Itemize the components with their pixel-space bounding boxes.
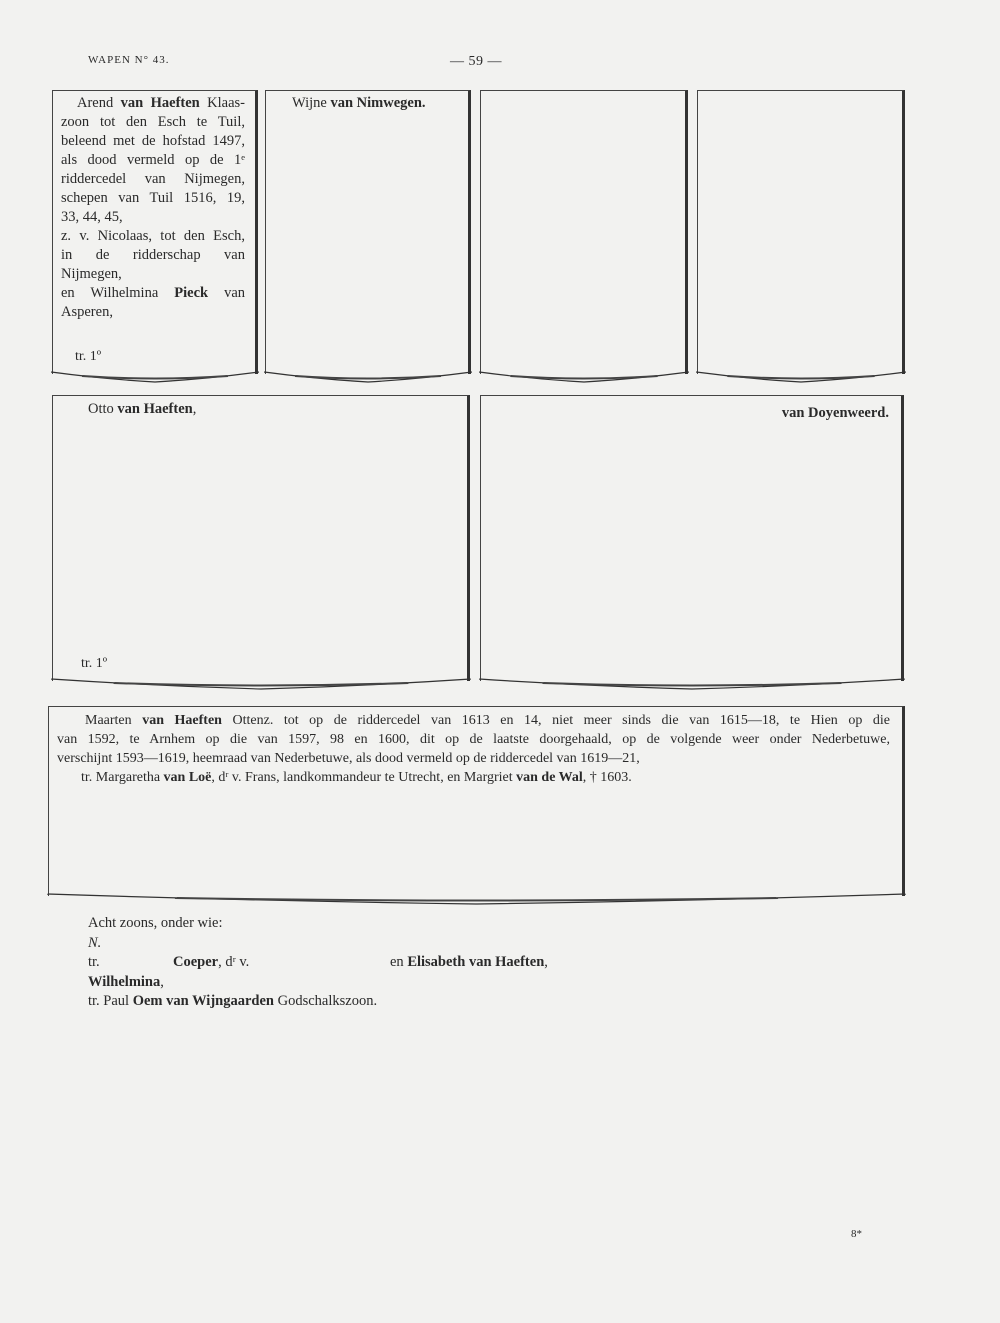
text-run: riddercedel van Nijmegen, [61, 171, 245, 187]
text-run: van [208, 285, 246, 301]
arend-line [61, 246, 245, 284]
marriage-tr: tr. [88, 954, 100, 970]
loe-surname: van Loë [163, 770, 212, 785]
otto-first: Otto [88, 401, 118, 417]
wal-surname: van de Wal [516, 770, 583, 785]
wilhelmina-marriage [88, 992, 377, 1012]
wijne-name [292, 94, 468, 113]
arend-description [61, 94, 245, 322]
scroll-border [696, 370, 906, 384]
signature-mark: 8* [851, 1228, 862, 1240]
text-run: Klaas- [199, 95, 245, 111]
godschalk-suffix: Godschalkszoon. [273, 993, 378, 1009]
genealogy-box-maarten [48, 706, 905, 896]
maarten-surname: van Haeften [142, 713, 222, 728]
arend-line [61, 227, 245, 246]
text-run: 33, 44, 45, [61, 209, 123, 225]
child-n-label: N. [88, 934, 102, 951]
elisabeth-name: Elisabeth van Haeften [407, 954, 545, 970]
elisabeth-entry [390, 953, 548, 973]
genealogy-box-empty-2 [697, 90, 905, 374]
children-section [88, 914, 548, 1012]
wilhelmina-name: Wilhelmina [88, 973, 161, 990]
scroll-border [264, 370, 472, 384]
otto-surname: van Haeften [117, 401, 193, 417]
maarten-l4e: , † 1603. [582, 770, 632, 785]
otto-comma: , [192, 401, 197, 417]
maarten-line-1 [57, 711, 890, 730]
elisabeth-comma: , [544, 954, 548, 970]
arend-line [61, 208, 245, 227]
arend-line [61, 113, 245, 132]
page-number: — 59 — [450, 54, 502, 69]
otto-marriage-label: tr. 1º [81, 656, 108, 671]
wijne-first: Wijne [292, 95, 331, 111]
scroll-border [47, 892, 906, 906]
text-run: en Wilhelmina [61, 285, 175, 301]
elisabeth-prefix: en [390, 954, 408, 970]
maarten-description [57, 711, 890, 787]
arend-line [61, 94, 245, 113]
scroll-border [479, 677, 905, 691]
otto-name [88, 400, 467, 419]
arend-line [61, 132, 245, 151]
scroll-border [479, 370, 689, 384]
child-n-marriage [88, 953, 548, 973]
child-wilhelmina [88, 973, 377, 993]
genealogy-box-doyenweerd [480, 395, 904, 681]
arend-line [61, 303, 245, 322]
doyenweerd-name [481, 404, 889, 423]
maarten-line-4 [57, 768, 890, 787]
surname-bold: Haeften [150, 95, 200, 111]
text-run: zoon tot den Esch te Tuil, [61, 114, 245, 130]
child-n [88, 934, 377, 954]
wilhelmina-comma: , [160, 973, 164, 990]
text-run: als dood vermeld op de 1ᵉ [61, 152, 245, 168]
maarten-l1c: Ottenz. tot op de riddercedel van 1613 en 14, niet meer sinds die van 1615—18, te Hien op die [221, 713, 890, 728]
children-intro: Acht zoons, onder wie: [88, 915, 223, 931]
surname-bold: van [120, 95, 151, 111]
text-run: z. v. Nicolaas, tot den Esch, [61, 228, 245, 244]
doyenweerd-surname: van Doyenweerd. [781, 405, 889, 421]
maarten-line-2: van 1592, te Arnhem op die van 1597, 98 en 1600, dit op de laatste doorgehaald, op de volgende weer onder Nederbetuwe, [57, 732, 890, 747]
arend-line [61, 151, 245, 170]
arend-marriage-label: tr. 1º [75, 349, 102, 364]
genealogy-box-empty-1 [480, 90, 688, 374]
text-run: in de ridderschap van Nijmegen, [61, 247, 245, 282]
genealogy-box-wijne [265, 90, 471, 374]
arend-line [61, 189, 245, 208]
coeper-entry [173, 953, 249, 973]
scroll-border [51, 370, 259, 384]
text-run: beleend met de hofstad 1497, [61, 133, 245, 149]
maarten-l4a: tr. Margaretha [81, 770, 164, 785]
oem-surname: Oem van Wijngaarden [132, 993, 274, 1009]
surname-bold: Pieck [174, 285, 209, 301]
running-header-left: WAPEN N° 43. [88, 54, 170, 66]
text-run: Arend [77, 95, 121, 111]
arend-line [61, 170, 245, 189]
coeper-suffix: , dʳ v. [218, 954, 250, 970]
coeper-surname: Coeper [173, 954, 219, 970]
genealogy-box-arend [52, 90, 258, 374]
paul-prefix: tr. Paul [88, 993, 133, 1009]
text-run: schepen van Tuil 1516, 19, [61, 190, 245, 206]
genealogy-box-otto [52, 395, 470, 681]
maarten-l1a: Maarten [85, 713, 143, 728]
maarten-line-3: verschijnt 1593—1619, heemraad van Nederbetuwe, als dood vermeld op de riddercedel van 1619—21, [57, 751, 640, 766]
scroll-border [51, 677, 471, 691]
maarten-l4c: , dʳ v. Frans, landkommandeur te Utrecht, en Margriet [211, 770, 517, 785]
text-run: Asperen, [61, 304, 113, 320]
arend-line [61, 284, 245, 303]
wijne-surname: van Nimwegen. [330, 95, 426, 111]
